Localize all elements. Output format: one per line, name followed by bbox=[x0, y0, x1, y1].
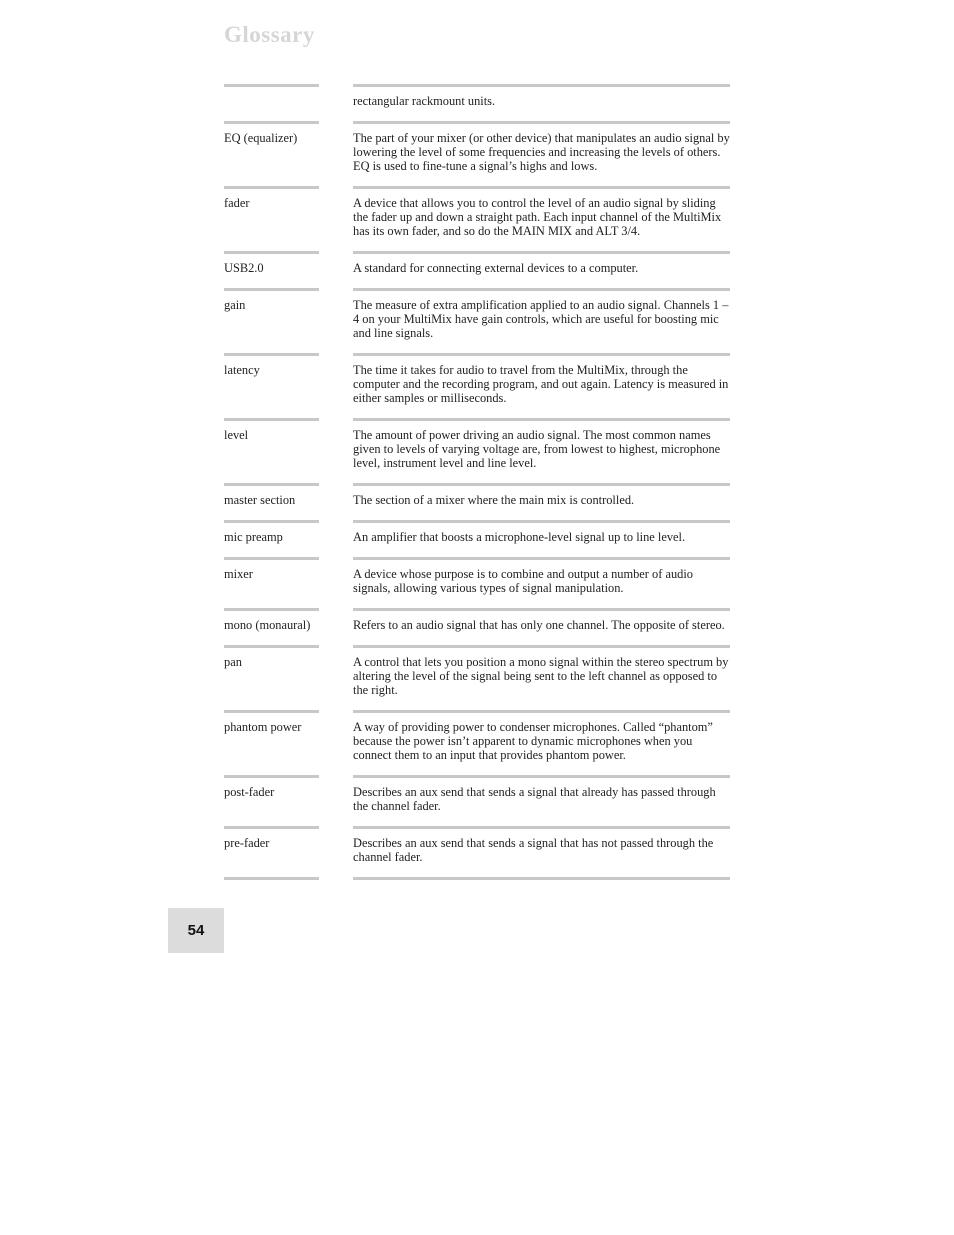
glossary-entry bbox=[224, 520, 730, 557]
definition-divider bbox=[353, 121, 730, 124]
definition-divider bbox=[353, 775, 730, 778]
page-title: Glossary bbox=[224, 22, 315, 47]
glossary-term: mixer bbox=[224, 567, 253, 581]
glossary-definition: A device whose purpose is to combine and output a number of audio signals, allowing various types of signal manipulation. bbox=[353, 567, 693, 595]
glossary-definition: An amplifier that boosts a microphone-level signal up to line level. bbox=[353, 530, 686, 544]
definition-divider bbox=[353, 877, 730, 880]
glossary-definition: Describes an aux send that sends a signal that already has passed through the channel fader. bbox=[353, 785, 716, 813]
glossary-definition: Describes an aux send that sends a signal that has not passed through the channel fader. bbox=[353, 836, 714, 864]
table-bottom-rule bbox=[224, 877, 730, 880]
definition-divider bbox=[353, 826, 730, 829]
glossary-term: pan bbox=[224, 655, 242, 669]
definition-divider bbox=[353, 353, 730, 356]
glossary-term: mono (monaural) bbox=[224, 618, 311, 632]
definition-divider bbox=[353, 608, 730, 611]
glossary-entry bbox=[224, 84, 730, 121]
glossary-definition: The measure of extra amplification applied to an audio signal. Channels 1 – 4 on your MultiMix have gain controls, which are useful for boosting mic and line signals. bbox=[353, 298, 729, 340]
glossary-entry bbox=[224, 775, 730, 826]
glossary-definition: The section of a mixer where the main mix is controlled. bbox=[353, 493, 635, 507]
glossary-definition: The part of your mixer (or other device) that manipulates an audio signal by lowering the level of some frequencies and increasing the levels of others. EQ is used to fine-tune a signal’s highs and lows. bbox=[353, 131, 730, 173]
glossary-definition: The time it takes for audio to travel from the MultiMix, through the computer and the recording program, and out again. Latency is measured in either samples or milliseconds. bbox=[353, 363, 729, 405]
term-divider bbox=[224, 645, 319, 648]
definition-divider bbox=[353, 710, 730, 713]
glossary-term: phantom power bbox=[224, 720, 302, 734]
glossary-entry bbox=[224, 557, 730, 608]
definition-divider bbox=[353, 251, 730, 254]
term-divider bbox=[224, 775, 319, 778]
glossary-term: mic preamp bbox=[224, 530, 283, 544]
glossary-entry bbox=[224, 186, 730, 251]
glossary-entry bbox=[224, 121, 730, 186]
glossary-term: pre-fader bbox=[224, 836, 270, 850]
term-divider bbox=[224, 826, 319, 829]
term-divider bbox=[224, 84, 319, 87]
glossary-term: fader bbox=[224, 196, 250, 210]
glossary-definition: The amount of power driving an audio signal. The most common names given to levels of varying voltage are, from lowest to highest, microphone level, instrument level and line level. bbox=[353, 428, 721, 470]
glossary-definition: Refers to an audio signal that has only one channel. The opposite of stereo. bbox=[353, 618, 725, 632]
glossary-entry bbox=[224, 710, 730, 775]
glossary-entry bbox=[224, 288, 730, 353]
definition-divider bbox=[353, 520, 730, 523]
glossary-entry bbox=[224, 608, 730, 645]
definition-divider bbox=[353, 483, 730, 486]
term-divider bbox=[224, 557, 319, 560]
glossary-entry bbox=[224, 251, 730, 288]
glossary-definition: A standard for connecting external devices to a computer. bbox=[353, 261, 639, 275]
glossary-term: level bbox=[224, 428, 249, 442]
term-divider bbox=[224, 251, 319, 254]
term-divider bbox=[224, 121, 319, 124]
definition-divider bbox=[353, 84, 730, 87]
glossary-term: gain bbox=[224, 298, 246, 312]
glossary-entry bbox=[224, 483, 730, 520]
definition-divider bbox=[353, 418, 730, 421]
glossary-entry bbox=[224, 645, 730, 710]
glossary-term bbox=[224, 94, 353, 108]
term-divider bbox=[224, 353, 319, 356]
glossary-entry bbox=[224, 353, 730, 418]
glossary-entry bbox=[224, 418, 730, 483]
glossary-definition: A device that allows you to control the level of an audio signal by sliding the fader up and down a straight path. Each input channel of the MultiMix has its own fader, and so do the MAIN MIX and ALT 3/4. bbox=[353, 196, 722, 238]
glossary-term: latency bbox=[224, 363, 260, 377]
glossary-definition: A control that lets you position a mono signal within the stereo spectrum by altering the level of the signal being sent to the left channel as opposed to the right. bbox=[353, 655, 729, 697]
definition-divider bbox=[353, 186, 730, 189]
term-divider bbox=[224, 710, 319, 713]
term-divider bbox=[224, 186, 319, 189]
page-number: 54 bbox=[168, 908, 224, 953]
definition-divider bbox=[353, 557, 730, 560]
term-divider bbox=[224, 520, 319, 523]
glossary-term: post-fader bbox=[224, 785, 275, 799]
glossary-term: EQ (equalizer) bbox=[224, 131, 298, 145]
definition-divider bbox=[353, 288, 730, 291]
term-divider bbox=[224, 288, 319, 291]
term-divider bbox=[224, 483, 319, 486]
glossary-term: master section bbox=[224, 493, 296, 507]
term-divider bbox=[224, 877, 319, 880]
glossary-entry bbox=[224, 826, 730, 877]
definition-divider bbox=[353, 645, 730, 648]
glossary-table bbox=[224, 84, 730, 880]
term-divider bbox=[224, 608, 319, 611]
term-divider bbox=[224, 418, 319, 421]
glossary-definition: rectangular rackmount units. bbox=[353, 94, 496, 108]
glossary-term: USB2.0 bbox=[224, 261, 264, 275]
glossary-definition: A way of providing power to condenser microphones. Called “phantom” because the power isn’t apparent to dynamic microphones when you connect them to an input that provides phantom power. bbox=[353, 720, 713, 762]
